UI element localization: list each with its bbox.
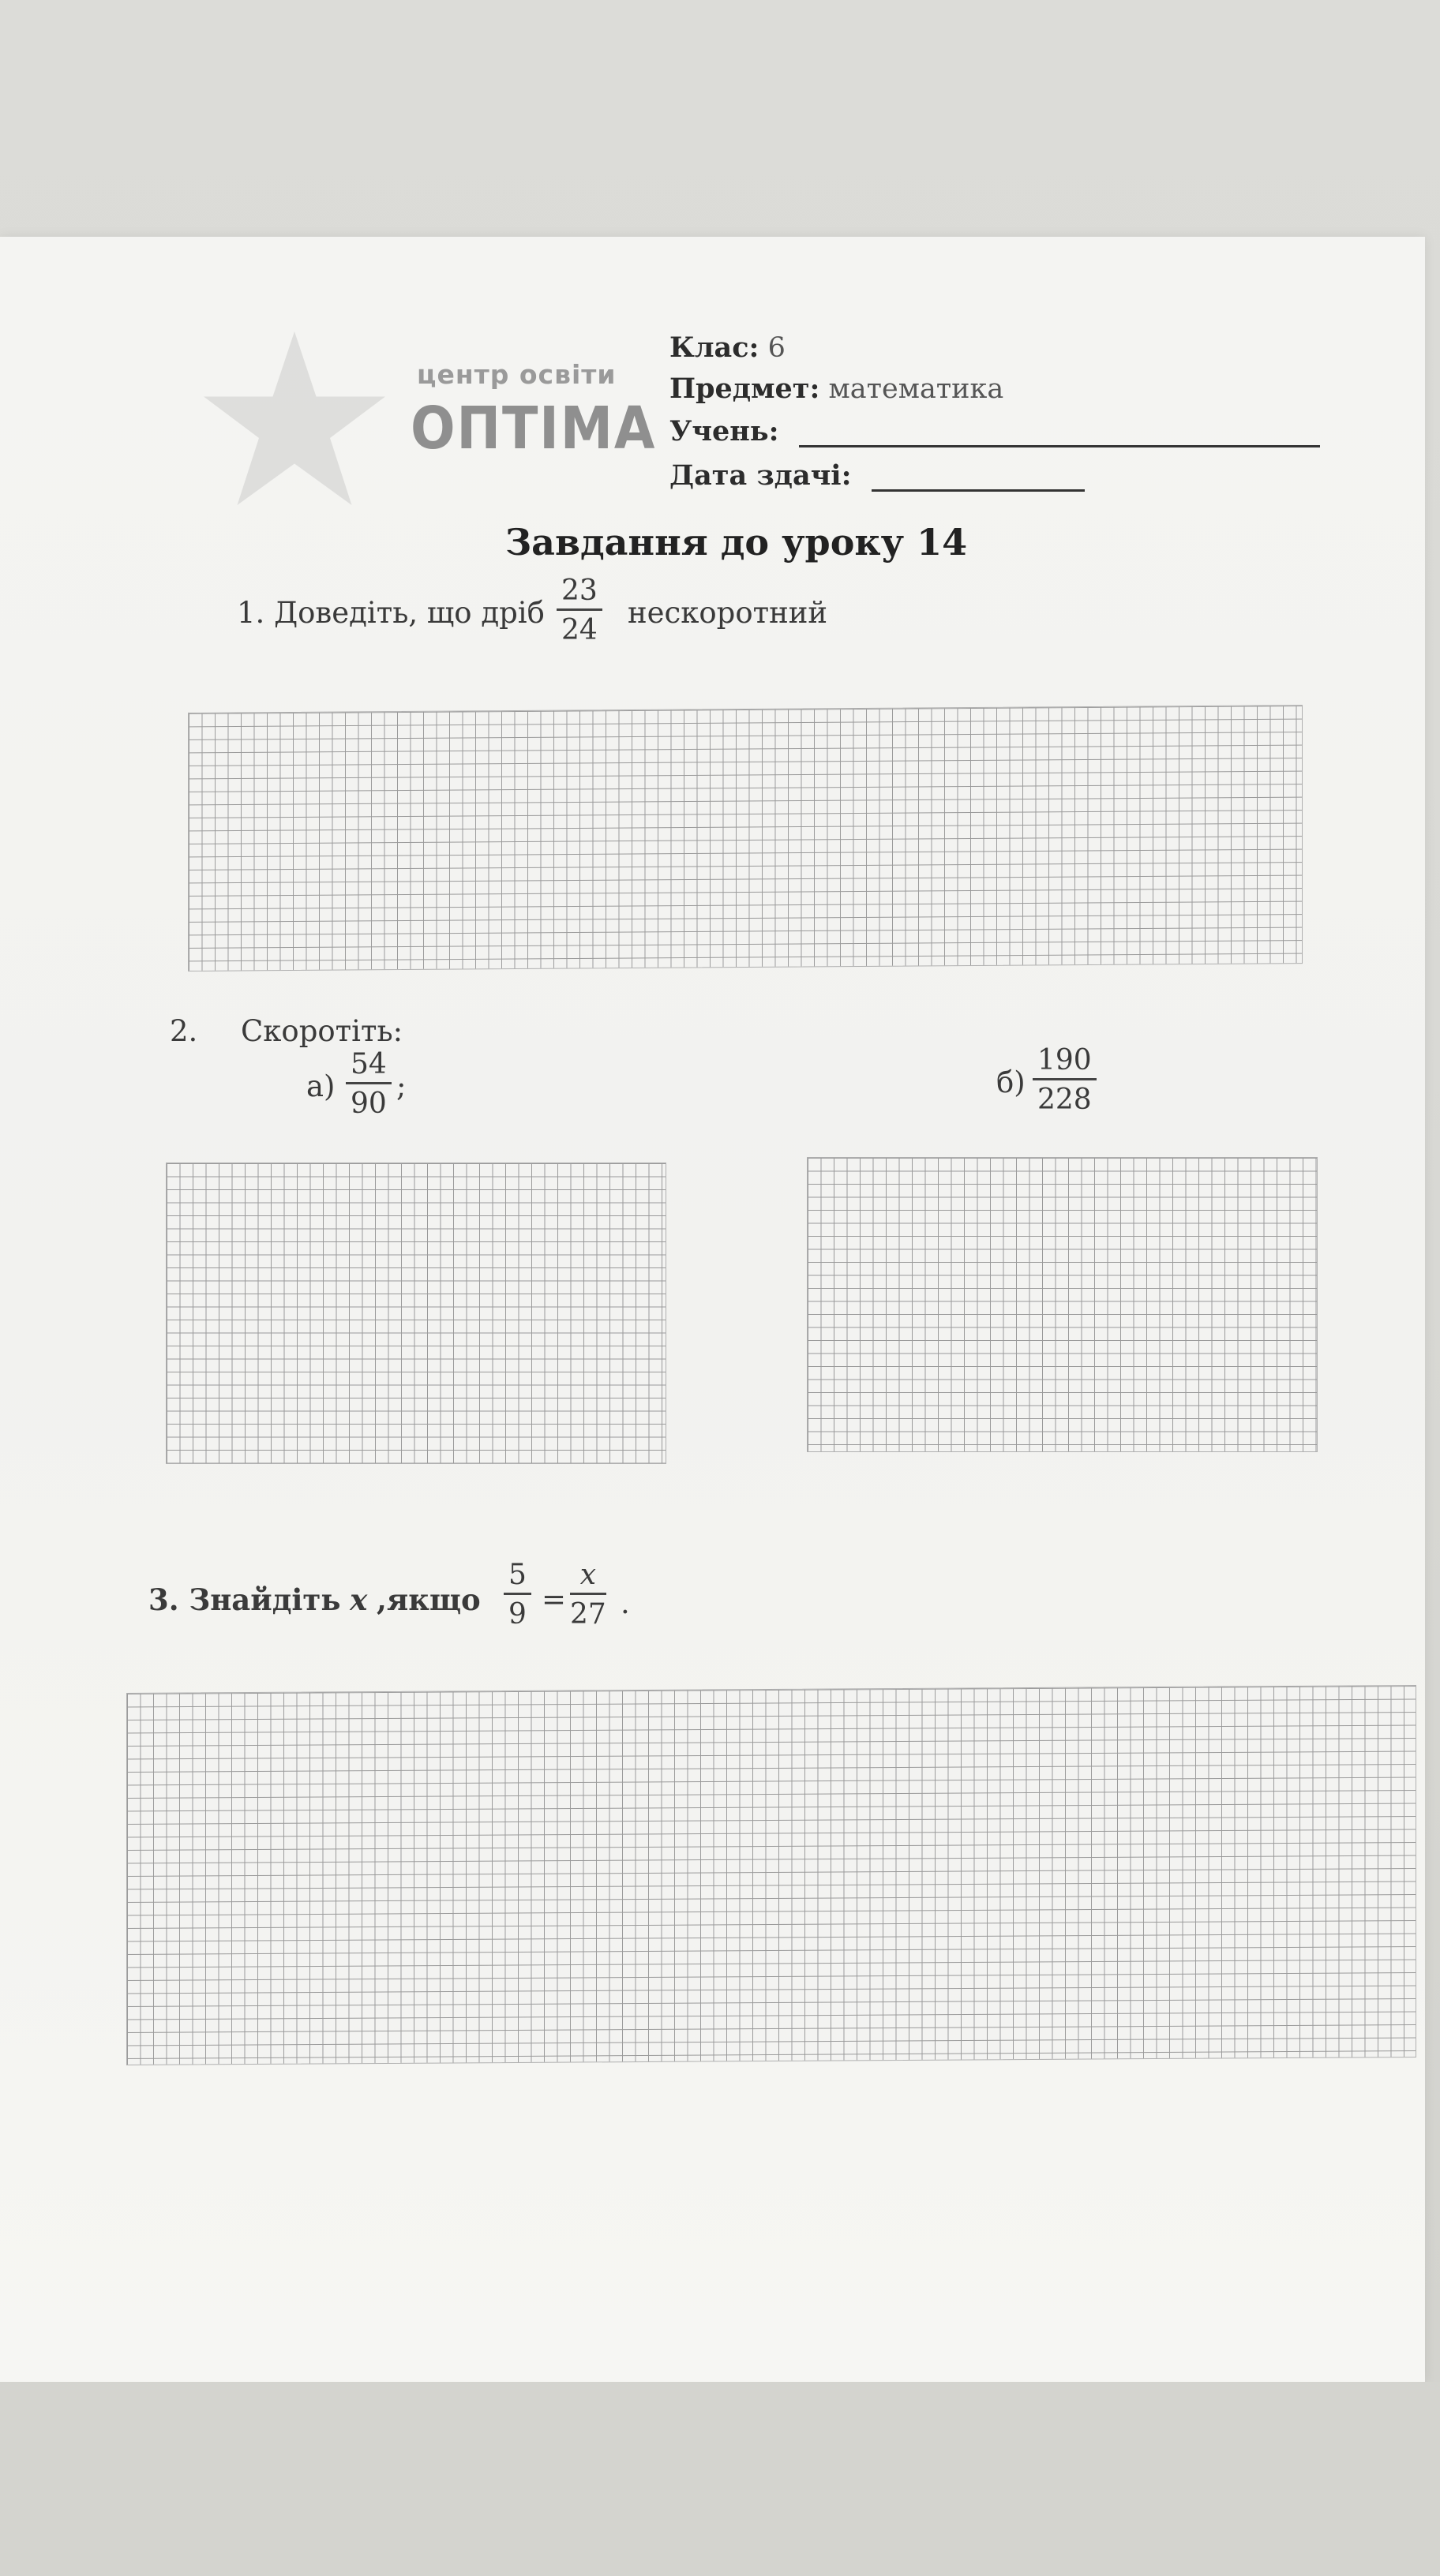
task3-right-numerator: x [570, 1559, 606, 1595]
student-field [669, 415, 1320, 447]
class-value: 6 [767, 332, 786, 364]
task1-numerator: 23 [557, 575, 602, 611]
class-field [669, 331, 786, 364]
date-label: Дата здачі: [669, 459, 852, 492]
table-surface [0, 2382, 1440, 2576]
class-label: Клас: [669, 331, 759, 364]
task2a-denominator: 90 [351, 1088, 387, 1120]
student-label: Учень: [669, 415, 779, 447]
task2-text: Скоротіть: [241, 1014, 403, 1048]
task3-right-denominator: 27 [570, 1598, 606, 1631]
task2a-numerator: 54 [346, 1048, 392, 1084]
task2a-label: а) [306, 1069, 336, 1103]
task2a-fraction [346, 1048, 392, 1120]
task2-number: 2. [170, 1014, 198, 1048]
answer-grid-task2b[interactable] [807, 1157, 1318, 1452]
student-name-line[interactable] [799, 445, 1320, 447]
answer-grid-task3[interactable] [126, 1685, 1416, 2065]
answer-grid-task1[interactable] [188, 705, 1303, 972]
answer-grid-task2a[interactable] [166, 1163, 666, 1464]
task3-text [148, 1582, 481, 1617]
task3-left-numerator: 5 [504, 1559, 531, 1595]
task3-period: . [621, 1586, 630, 1620]
task2b-denominator: 228 [1037, 1084, 1092, 1116]
logo-subtitle: центр освіти [417, 359, 617, 390]
task1-text: 1. Доведіть, що дріб [237, 596, 545, 630]
page-title: Завдання до уроку 14 [505, 521, 968, 564]
subject-field [669, 373, 1003, 405]
task2a-punct: ; [396, 1069, 407, 1103]
task3-text-end: ,якщо [377, 1582, 481, 1617]
task1-fraction [557, 575, 602, 646]
subject-label: Предмет: [669, 373, 820, 405]
date-line[interactable] [872, 489, 1085, 492]
task3-right-fraction [570, 1559, 606, 1631]
task3-left-denominator: 9 [508, 1598, 527, 1631]
subject-value: математика [828, 373, 1004, 405]
logo-title: ОПТІМА [411, 395, 657, 462]
star-icon [196, 324, 393, 521]
date-field [669, 459, 1085, 492]
task2b-fraction [1033, 1044, 1097, 1116]
task1-text-after: нескоротний [628, 596, 828, 630]
task2b-numerator: 190 [1033, 1044, 1097, 1080]
task3-text-start: 3. Знайдіть [148, 1582, 341, 1617]
task3-variable: x [350, 1582, 368, 1617]
task2b-label: б) [996, 1065, 1026, 1099]
task1-denominator: 24 [561, 614, 598, 646]
task3-left-fraction [504, 1559, 531, 1631]
task3-equals: = [542, 1582, 567, 1616]
